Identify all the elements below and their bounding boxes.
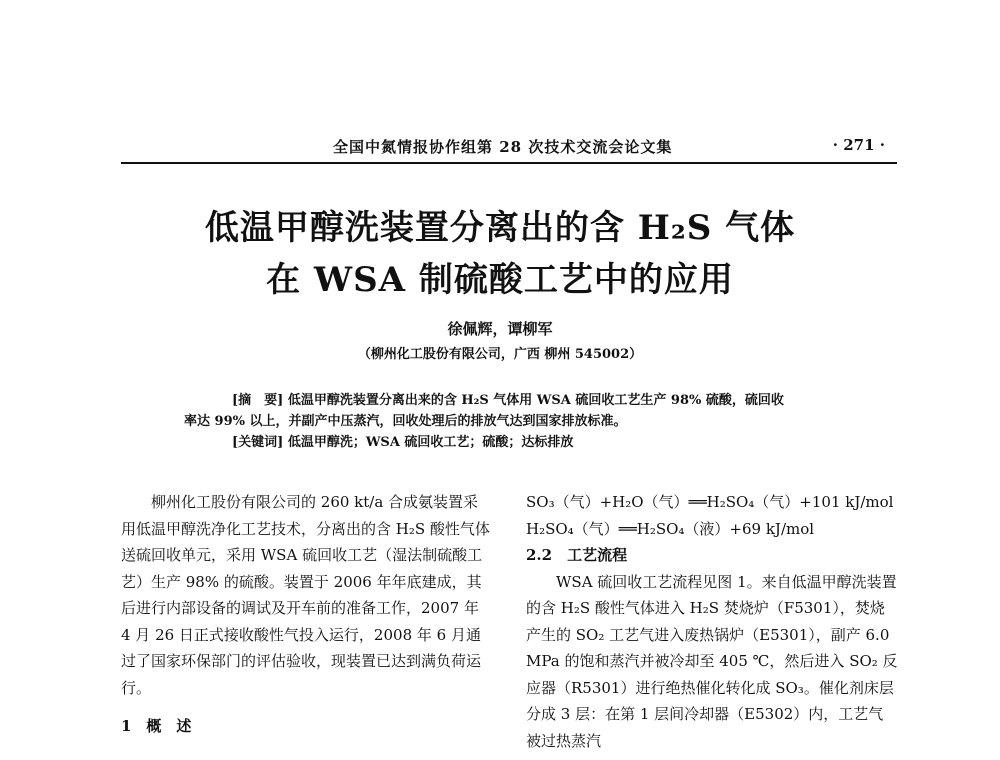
- left-column: [121, 489, 491, 740]
- header-rule: [121, 162, 897, 164]
- right-column: [526, 489, 898, 754]
- section-heading-process: 2.2 工艺流程: [526, 546, 628, 564]
- authors: 徐佩辉，谭柳军: [447, 320, 553, 338]
- running-header: [121, 136, 897, 162]
- section-heading-overview: 1 概 述: [121, 717, 192, 735]
- journal-title: 全国中氮情报协作组第 28 次技术交流会论文集: [333, 138, 673, 156]
- abstract-line1: [摘 要] 低温甲醇洗装置分离出来的含 H₂S 气体用 WSA 硫回收工艺生产 98% 硫酸，硫回收: [232, 393, 784, 408]
- article-title-line1: 低温甲醇洗装置分离出的含 H₂S 气体: [204, 208, 796, 248]
- intro-paragraph: 柳州化工股份有限公司的 260 kt/a 合成氨装置采用低温甲醇洗净化工艺技术，分离出的含 H₂S 酸性气体送硫回收单元，采用 WSA 硫回收工艺（湿法制硫酸工艺）生产 98% 的硫酸。装置于 2006 年年底建成，其后进行内部设备的调试及开车前的准备工作，2007 年 4 月 26 日正式接收酸性气投入运行，2008 年 6 月通过了国家环保部门的评估验收，现装置已达到满负荷运行。: [121, 493, 490, 697]
- article-title-line2: 在 WSA 制硫酸工艺中的应用: [266, 260, 734, 300]
- affiliation: （柳州化工股份有限公司，广西 柳州 545002）: [357, 347, 643, 362]
- keywords: [关键词] 低温甲醇洗；WSA 硫回收工艺；硫酸；达标排放: [232, 435, 574, 450]
- equation-2: H₂SO₄（气）══H₂SO₄（液）+69 kJ/mol: [526, 519, 815, 538]
- abstract-line2: 率达 99% 以上，并副产中压蒸汽，回收处理后的排放气达到国家排放标准。: [184, 414, 627, 429]
- abstract-block: [184, 390, 844, 453]
- process-paragraph: WSA 硫回收工艺流程见图 1。来自低温甲醇洗装置的含 H₂S 酸性气体进入 H₂S 焚烧炉（F5301），焚烧产生的 SO₂ 工艺气进入废热锅炉（E5301），副产 6.0 MPa 的饱和蒸汽并被冷却至 405 ℃，然后进入 SO₂ 反应器（R5301）进行绝热催化转化成 SO₃。催化剂床层分成 3 层：在第 1 层间冷却器（E5302）内，工艺气被过热蒸汽: [526, 572, 898, 750]
- equation-1: SO₃（气）+H₂O（气）══H₂SO₄（气）+101 kJ/mol: [526, 493, 894, 511]
- page-number: · 271 ·: [832, 136, 885, 154]
